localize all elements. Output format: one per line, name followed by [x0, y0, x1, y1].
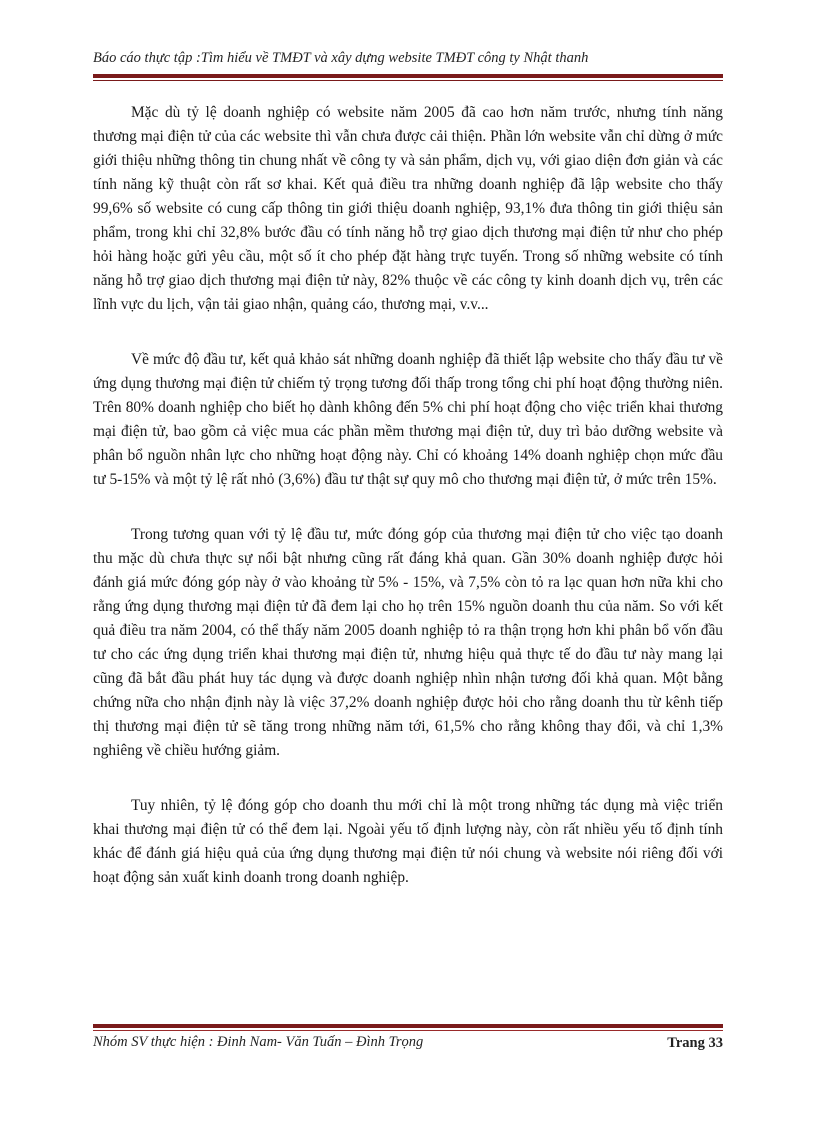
header-divider-thin: [93, 80, 723, 81]
footer-authors: Nhóm SV thực hiện : Đinh Nam- Văn Tuấn – Đình Trọng: [93, 1034, 424, 1050]
footer-divider-thin: [93, 1030, 723, 1031]
footer-divider: [93, 1024, 723, 1031]
document-body: [93, 101, 723, 921]
paragraph-3: Trong tương quan với tỷ lệ đầu tư, mức đóng góp của thương mại điện tử cho việc tạo doanh thu mặc dù chưa thực sự nổi bật nhưng cũng rất đáng khả quan. Gần 30% doanh nghiệp được hỏi đánh giá mức đóng góp này ở vào khoảng từ 5% - 15%, và 7,5% còn tỏ ra lạc quan hơn nữa khi cho rằng ứng dụng thương mại điện tử đã đem lại cho họ trên 15% nguồn doanh thu của năm. So với kết quả điều tra năm 2004, có thể thấy năm 2005 doanh nghiệp tỏ ra thận trọng hơn khi phân bổ vốn đầu tư cho các ứng dụng triển khai thương mại điện tử, nhưng hiệu quả thực tế do đầu tư này mang lại cũng đã bắt đầu phát huy tác dụng và được doanh nghiệp nhìn nhận tương đối khả quan. Một bằng chứng nữa cho nhận định này là việc 37,2% doanh nghiệp được hỏi cho rằng doanh thu từ kênh tiếp thị thương mại điện tử sẽ tăng trong những năm tới, 61,5% cho rằng không thay đổi, và chỉ 1,3% nghiêng về chiều hướng giảm.: [93, 526, 723, 759]
header-divider: [93, 74, 723, 81]
page-header-title: Báo cáo thực tập :Tìm hiểu về TMĐT và xây dựng website TMĐT công ty Nhật thanh: [93, 50, 589, 66]
page-number: Trang 33: [667, 1035, 723, 1051]
paragraph-2: Về mức độ đầu tư, kết quả khảo sát những doanh nghiệp đã thiết lập website cho thấy đầu tư về ứng dụng thương mại điện tử chiếm tỷ trọng tương đối thấp trong tổng chi phí hoạt động thường niên. Trên 80% doanh nghiệp cho biết họ dành không đến 5% chi phí hoạt động cho việc triển khai thương mại điện tử, bao gồm cả việc mua các phần mềm thương mại điện tử, duy trì bảo dưỡng website và phân bổ nguồn nhân lực cho những hoạt động này. Chỉ có khoảng 14% doanh nghiệp chọn mức đầu tư 5-15% và một tỷ lệ rất nhỏ (3,6%) đầu tư thật sự quy mô cho thương mại điện tử, ở mức trên 15%.: [93, 351, 723, 488]
paragraph-1: Mặc dù tỷ lệ doanh nghiệp có website năm 2005 đã cao hơn năm trước, nhưng tính năng thương mại điện tử của các website thì vẫn chưa được cải thiện. Phần lớn website vẫn chỉ dừng ở mức giới thiệu những thông tin chung nhất về công ty và sản phẩm, dịch vụ, với giao diện đơn giản và các tính năng kỹ thuật còn rất sơ khai. Kết quả điều tra những doanh nghiệp đã lập website cho thấy 99,6% số website có cung cấp thông tin giới thiệu doanh nghiệp, 93,1% đưa thông tin giới thiệu sản phẩm, trong khi chỉ 32,8% bước đầu có tính năng hỗ trợ giao dịch thương mại điện tử như cho phép hỏi hàng hoặc gửi yêu cầu, một số ít cho phép đặt hàng trực tuyến. Trong số những website có tính năng hỗ trợ giao dịch thương mại điện tử này, 82% thuộc về các công ty kinh doanh dịch vụ, trên các lĩnh vực du lịch, vận tải giao nhận, quảng cáo, thương mại, v.v...: [93, 104, 723, 313]
paragraph-4: Tuy nhiên, tỷ lệ đóng góp cho doanh thu mới chỉ là một trong những tác dụng mà việc triển khai thương mại điện tử có thể đem lại. Ngoài yếu tố định lượng này, còn rất nhiều yếu tố định tính khác để đánh giá hiệu quả của ứng dụng thương mại điện tử nói chung và website nói riêng đối với hoạt động sản xuất kinh doanh trong doanh nghiệp.: [93, 797, 723, 886]
